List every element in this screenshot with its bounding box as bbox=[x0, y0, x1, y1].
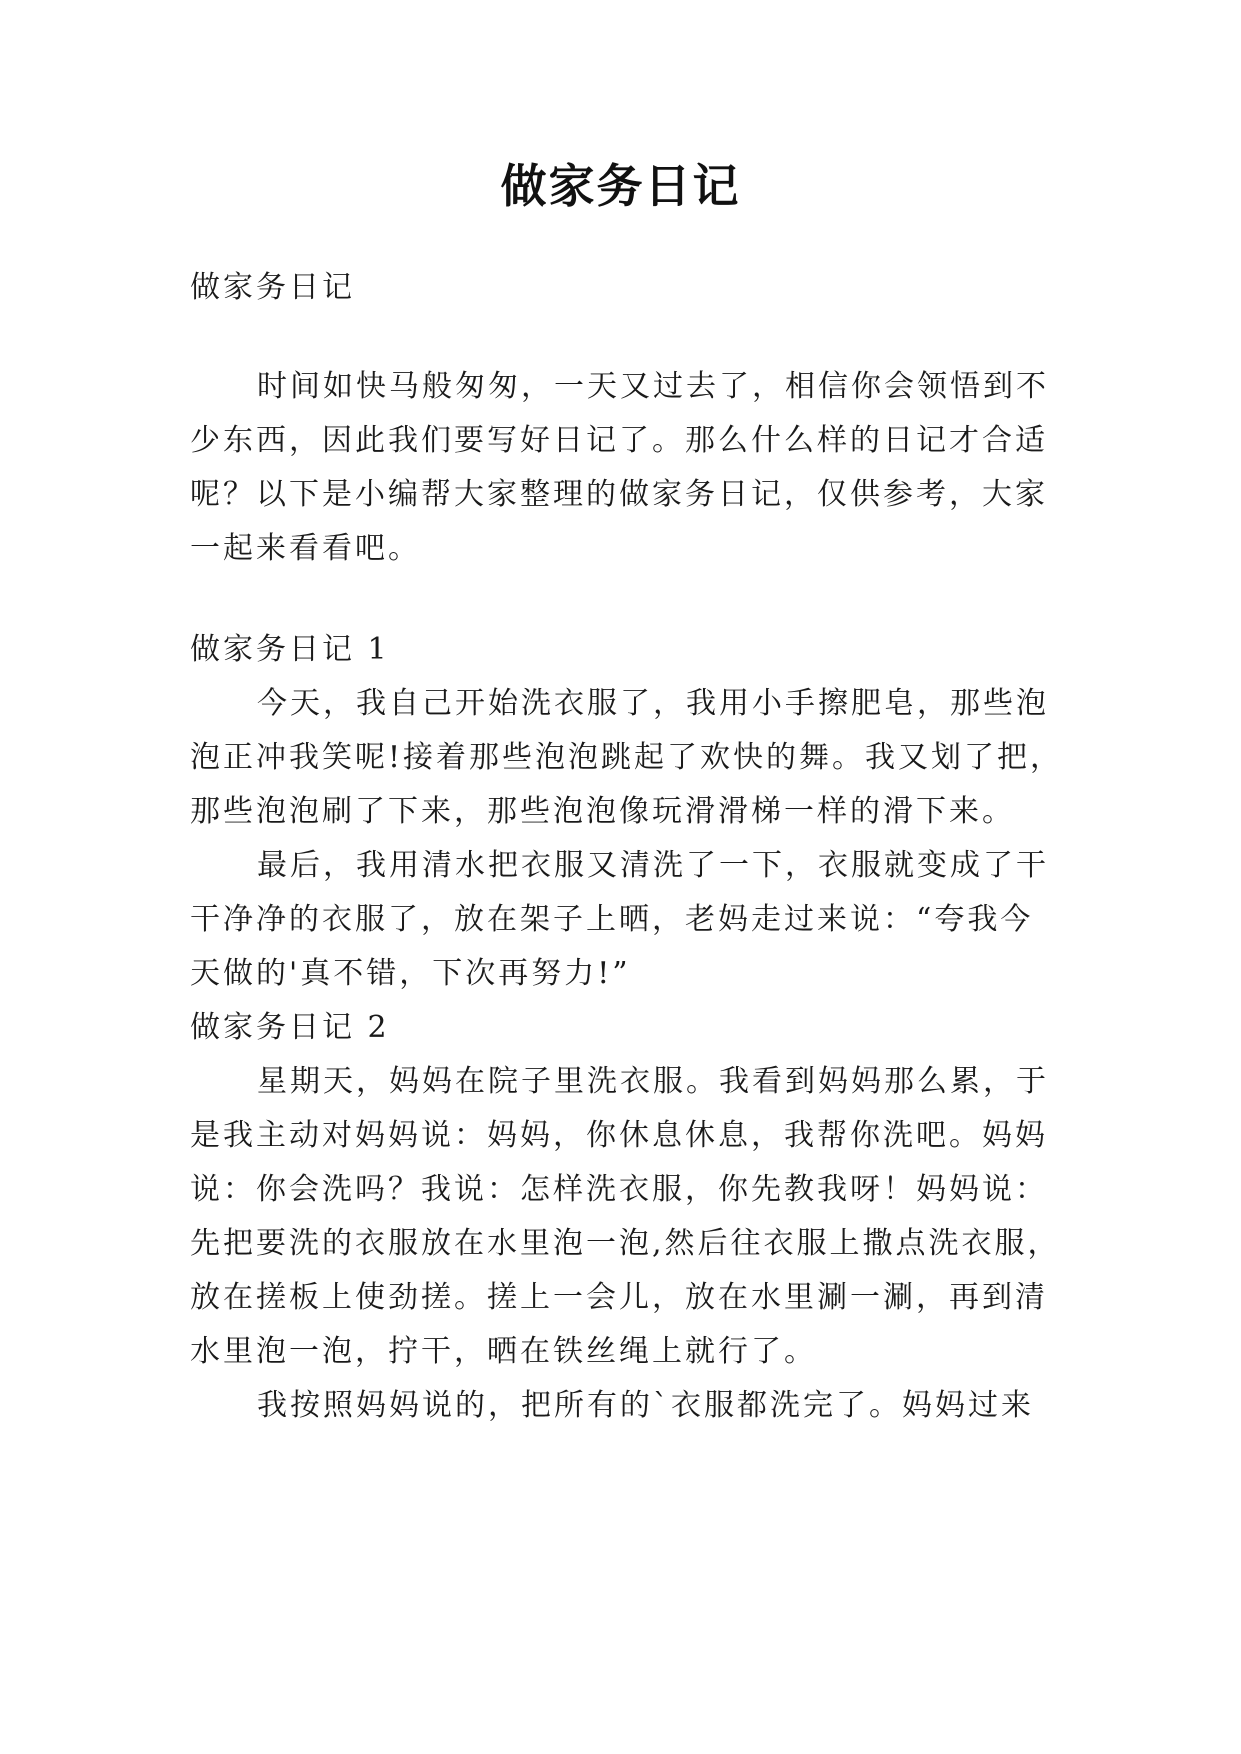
section-1-line: 干净净的衣服了，放在架子上晒，老妈走过来说：“夸我今 bbox=[190, 902, 1034, 937]
intro-line: 时间如快马般匆匆，一天又过去了，相信你会领悟到不 bbox=[257, 369, 1049, 404]
section-2-line: 放在搓板上使劲搓。搓上一会儿，放在水里涮一涮，再到清 bbox=[190, 1280, 1048, 1315]
section-2-line: 说：你会洗吗？我说：怎样洗衣服，你先教我呀！妈妈说： bbox=[190, 1172, 1048, 1207]
section-1-line: 天做的'真不错，下次再努力!” bbox=[190, 956, 631, 991]
section-2-line: 星期天，妈妈在院子里洗衣服。我看到妈妈那么累，于 bbox=[257, 1064, 1049, 1099]
section-1-heading: 做家务日记 1 bbox=[190, 632, 390, 667]
section-2-heading: 做家务日记 2 bbox=[190, 1010, 390, 1045]
section-2-line: 我按照妈妈说的，把所有的`衣服都洗完了。妈妈过来 bbox=[257, 1388, 1034, 1423]
section-1-line: 今天，我自己开始洗衣服了，我用小手擦肥皂，那些泡 bbox=[257, 686, 1049, 721]
document-title: 做家务日记 bbox=[500, 159, 741, 213]
section-1-line: 最后，我用清水把衣服又清洗了一下，衣服就变成了干 bbox=[257, 848, 1049, 883]
intro-line: 一起来看看吧。 bbox=[190, 531, 421, 566]
section-1-line: 泡正冲我笑呢!接着那些泡泡跳起了欢快的舞。我又划了把， bbox=[190, 740, 1064, 775]
section-1-line: 那些泡泡刷了下来，那些泡泡像玩滑滑梯一样的滑下来。 bbox=[190, 794, 1015, 829]
intro-line: 少东西，因此我们要写好日记了。那么什么样的日记才合适 bbox=[190, 423, 1048, 458]
section-2-line: 水里泡一泡，拧干，晒在铁丝绳上就行了。 bbox=[190, 1334, 817, 1369]
section-2-line: 先把要洗的衣服放在水里泡一泡,然后往衣服上撒点洗衣服， bbox=[190, 1226, 1061, 1261]
intro-line: 呢？以下是小编帮大家整理的做家务日记，仅供参考，大家 bbox=[190, 477, 1048, 512]
section-2-line: 是我主动对妈妈说：妈妈，你休息休息，我帮你洗吧。妈妈 bbox=[190, 1118, 1048, 1153]
document-subtitle: 做家务日记 bbox=[190, 270, 355, 305]
